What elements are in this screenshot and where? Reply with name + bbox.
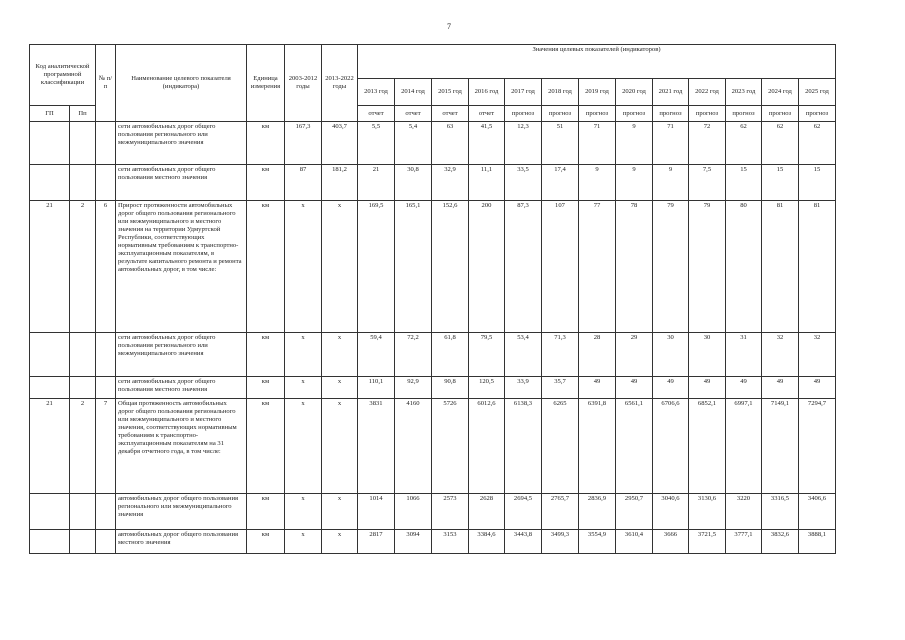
cell-num (96, 530, 116, 554)
cell-value: 79,5 (469, 333, 505, 377)
header-kind: прогноз (726, 106, 762, 122)
cell-value: 33,5 (505, 165, 542, 201)
header-kind: отчет (395, 106, 432, 122)
cell-pp (70, 377, 96, 399)
header-kind: прогноз (505, 106, 542, 122)
cell-gp (30, 122, 70, 165)
cell-value: 78 (616, 201, 653, 333)
cell-value: 81 (762, 201, 799, 333)
cell-value: 62 (799, 122, 836, 165)
cell-value: 110,1 (358, 377, 395, 399)
cell-value: 3153 (432, 530, 469, 554)
cell-value: 7,5 (689, 165, 726, 201)
cell-value: 3443,8 (505, 530, 542, 554)
cell-value: 71,3 (542, 333, 579, 377)
header-kind: прогноз (579, 106, 616, 122)
cell-value: 21 (358, 165, 395, 201)
cell-value: 3130,6 (689, 494, 726, 530)
cell-num: 6 (96, 201, 116, 333)
cell-value: 49 (689, 377, 726, 399)
cell-num (96, 165, 116, 201)
cell-value: 30,8 (395, 165, 432, 201)
cell-value: 79 (689, 201, 726, 333)
table-row (30, 494, 836, 530)
cell-period-1: х (285, 530, 322, 554)
page-number: 7 (447, 22, 451, 31)
cell-value: 81 (799, 201, 836, 333)
cell-value: 200 (469, 201, 505, 333)
header-year: 2019 год (579, 79, 616, 106)
cell-value: 5,4 (395, 122, 432, 165)
cell-value: 3316,5 (762, 494, 799, 530)
cell-value: 29 (616, 333, 653, 377)
cell-value: 3499,3 (542, 530, 579, 554)
cell-value: 77 (579, 201, 616, 333)
table-row (30, 530, 836, 554)
cell-name: сети автомобильных дорог общего пользования местного значения (116, 165, 247, 201)
cell-value: 3220 (726, 494, 762, 530)
header-year: 2016 год (469, 79, 505, 106)
cell-value: 87,3 (505, 201, 542, 333)
cell-value: 169,5 (358, 201, 395, 333)
header-kind: прогноз (653, 106, 689, 122)
cell-value: 4160 (395, 399, 432, 494)
header-period-2: 2013-2022 годы (322, 45, 358, 122)
cell-value: 120,5 (469, 377, 505, 399)
cell-unit: км (247, 494, 285, 530)
cell-value: 3777,1 (726, 530, 762, 554)
cell-value: 30 (653, 333, 689, 377)
header-kind: отчет (358, 106, 395, 122)
cell-pp (70, 494, 96, 530)
cell-value: 2817 (358, 530, 395, 554)
cell-period-2: х (322, 494, 358, 530)
header-year: 2023 год (726, 79, 762, 106)
cell-value: 53,4 (505, 333, 542, 377)
cell-period-1: 167,3 (285, 122, 322, 165)
header-year: 2024 год (762, 79, 799, 106)
table-row (30, 333, 836, 377)
cell-value: 11,1 (469, 165, 505, 201)
header-unit: Единица измерения (247, 45, 285, 122)
header-kind: отчет (432, 106, 469, 122)
cell-value: 41,5 (469, 122, 505, 165)
header-gp: ГП (30, 106, 70, 122)
cell-unit: км (247, 399, 285, 494)
header-kind: прогноз (616, 106, 653, 122)
cell-pp (70, 165, 96, 201)
cell-value: 51 (542, 122, 579, 165)
cell-value: 90,8 (432, 377, 469, 399)
cell-value: 2573 (432, 494, 469, 530)
header-year: 2013 год (358, 79, 395, 106)
cell-value: 3721,5 (689, 530, 726, 554)
cell-value: 3888,1 (799, 530, 836, 554)
cell-num (96, 494, 116, 530)
cell-period-2: х (322, 333, 358, 377)
table-row (30, 122, 836, 165)
header-code: Код аналитической программной классификации (30, 45, 96, 106)
header-pp: Пп (70, 106, 96, 122)
cell-value: 92,9 (395, 377, 432, 399)
cell-value: 28 (579, 333, 616, 377)
cell-name: сети автомобильных дорог общего пользования местного значения (116, 377, 247, 399)
cell-value: 9 (653, 165, 689, 201)
cell-value: 3384,6 (469, 530, 505, 554)
header-year: 2022 год (689, 79, 726, 106)
cell-value: 31 (726, 333, 762, 377)
cell-value: 3406,6 (799, 494, 836, 530)
cell-num (96, 333, 116, 377)
table-row (30, 377, 836, 399)
cell-value: 30 (689, 333, 726, 377)
cell-value: 49 (726, 377, 762, 399)
cell-value: 6561,1 (616, 399, 653, 494)
table-row (30, 201, 836, 333)
cell-period-1: х (285, 377, 322, 399)
cell-value: 3094 (395, 530, 432, 554)
cell-period-2: х (322, 399, 358, 494)
cell-value: 2694,5 (505, 494, 542, 530)
cell-value: 1066 (395, 494, 432, 530)
cell-value: 12,3 (505, 122, 542, 165)
cell-value: 15 (799, 165, 836, 201)
header-kind: прогноз (799, 106, 836, 122)
header-kind: прогноз (762, 106, 799, 122)
cell-name: сети автомобильных дорог общего пользования регионального или межмуниципального значения (116, 122, 247, 165)
cell-value: 3554,9 (579, 530, 616, 554)
cell-value: 33,9 (505, 377, 542, 399)
table-row (30, 165, 836, 201)
cell-period-2: х (322, 530, 358, 554)
cell-num (96, 122, 116, 165)
cell-period-1: х (285, 333, 322, 377)
cell-value: 72,2 (395, 333, 432, 377)
cell-value: 79 (653, 201, 689, 333)
cell-value: 5,5 (358, 122, 395, 165)
cell-value: 62 (726, 122, 762, 165)
cell-name: Общая протяженность автомобильных дорог общего пользования регионального или межмуниципального и местного значения, соответствующих нормативным требованиям к транспортно-эксплуатационным показателям на 31 декабря отчетного года, в том числе: (116, 399, 247, 494)
cell-value: 9 (579, 165, 616, 201)
cell-value: 61,8 (432, 333, 469, 377)
cell-gp (30, 165, 70, 201)
header-year: 2025 год (799, 79, 836, 106)
table-row (30, 399, 836, 494)
header-kind: прогноз (689, 106, 726, 122)
cell-period-1: 87 (285, 165, 322, 201)
cell-value: 3666 (653, 530, 689, 554)
cell-value: 6706,6 (653, 399, 689, 494)
cell-value: 49 (616, 377, 653, 399)
cell-value: 3040,6 (653, 494, 689, 530)
header-kind: отчет (469, 106, 505, 122)
header-year: 2014 год (395, 79, 432, 106)
cell-value: 71 (653, 122, 689, 165)
header-num: № п/п (96, 45, 116, 122)
cell-value: 15 (762, 165, 799, 201)
cell-value: 49 (799, 377, 836, 399)
cell-period-1: х (285, 201, 322, 333)
header-values-title: Значения целевых показателей (индикаторов) (358, 45, 836, 79)
cell-value: 80 (726, 201, 762, 333)
cell-unit: км (247, 201, 285, 333)
cell-value: 59,4 (358, 333, 395, 377)
cell-value: 2836,9 (579, 494, 616, 530)
cell-value: 35,7 (542, 377, 579, 399)
indicators-table (29, 44, 836, 554)
cell-num (96, 377, 116, 399)
cell-gp (30, 377, 70, 399)
cell-pp (70, 122, 96, 165)
cell-value: 6391,8 (579, 399, 616, 494)
cell-value: 107 (542, 201, 579, 333)
header-period-1: 2003-2012 годы (285, 45, 322, 122)
cell-value: 9 (616, 122, 653, 165)
cell-value: 6138,3 (505, 399, 542, 494)
cell-value: 2628 (469, 494, 505, 530)
cell-value: 3831 (358, 399, 395, 494)
cell-gp: 21 (30, 399, 70, 494)
cell-unit: км (247, 122, 285, 165)
cell-value: 32 (762, 333, 799, 377)
cell-pp: 2 (70, 399, 96, 494)
cell-value: 3610,4 (616, 530, 653, 554)
cell-value: 6265 (542, 399, 579, 494)
header-year: 2021 год (653, 79, 689, 106)
cell-pp: 2 (70, 201, 96, 333)
cell-name: автомобильных дорог общего пользования регионального или межмуниципального значения (116, 494, 247, 530)
cell-unit: км (247, 333, 285, 377)
cell-value: 49 (762, 377, 799, 399)
cell-value: 5726 (432, 399, 469, 494)
cell-unit: км (247, 530, 285, 554)
cell-value: 1014 (358, 494, 395, 530)
cell-value: 72 (689, 122, 726, 165)
cell-value: 62 (762, 122, 799, 165)
cell-unit: км (247, 377, 285, 399)
header-year: 2018 год (542, 79, 579, 106)
cell-value: 32,9 (432, 165, 469, 201)
cell-value: 6852,1 (689, 399, 726, 494)
cell-value: 7294,7 (799, 399, 836, 494)
header-year: 2017 год (505, 79, 542, 106)
cell-gp (30, 530, 70, 554)
cell-unit: км (247, 165, 285, 201)
cell-value: 7149,1 (762, 399, 799, 494)
cell-name: автомобильных дорог общего пользования местного значения (116, 530, 247, 554)
header-year: 2015 год (432, 79, 469, 106)
header-kind: прогноз (542, 106, 579, 122)
cell-value: 2950,7 (616, 494, 653, 530)
cell-period-2: х (322, 377, 358, 399)
cell-value: 152,6 (432, 201, 469, 333)
header-name: Наименование целевого показателя (индикатора) (116, 45, 247, 122)
cell-period-1: х (285, 399, 322, 494)
cell-gp (30, 494, 70, 530)
cell-period-2: 403,7 (322, 122, 358, 165)
cell-value: 2765,7 (542, 494, 579, 530)
cell-value: 49 (579, 377, 616, 399)
cell-period-1: х (285, 494, 322, 530)
cell-num: 7 (96, 399, 116, 494)
cell-value: 63 (432, 122, 469, 165)
cell-pp (70, 333, 96, 377)
cell-value: 15 (726, 165, 762, 201)
cell-gp: 21 (30, 201, 70, 333)
cell-name: Прирост протяженности автомобильных дорог общего пользования регионального или межмуниципального и местного значения на территории Удмуртской Республики, соответствующих нормативным требованиям к транспортно-эксплуатационным показателям, в результате капитального ремонта и ремонта автомобильных дорог, в том числе: (116, 201, 247, 333)
cell-period-2: х (322, 201, 358, 333)
cell-value: 6012,6 (469, 399, 505, 494)
cell-value: 17,4 (542, 165, 579, 201)
cell-value: 3832,6 (762, 530, 799, 554)
cell-period-2: 181,2 (322, 165, 358, 201)
cell-value: 9 (616, 165, 653, 201)
cell-pp (70, 530, 96, 554)
cell-value: 49 (653, 377, 689, 399)
cell-gp (30, 333, 70, 377)
cell-value: 32 (799, 333, 836, 377)
header-year: 2020 год (616, 79, 653, 106)
cell-value: 6997,1 (726, 399, 762, 494)
cell-name: сети автомобильных дорог общего пользования регионального или межмуниципального значения (116, 333, 247, 377)
cell-value: 71 (579, 122, 616, 165)
cell-value: 165,1 (395, 201, 432, 333)
